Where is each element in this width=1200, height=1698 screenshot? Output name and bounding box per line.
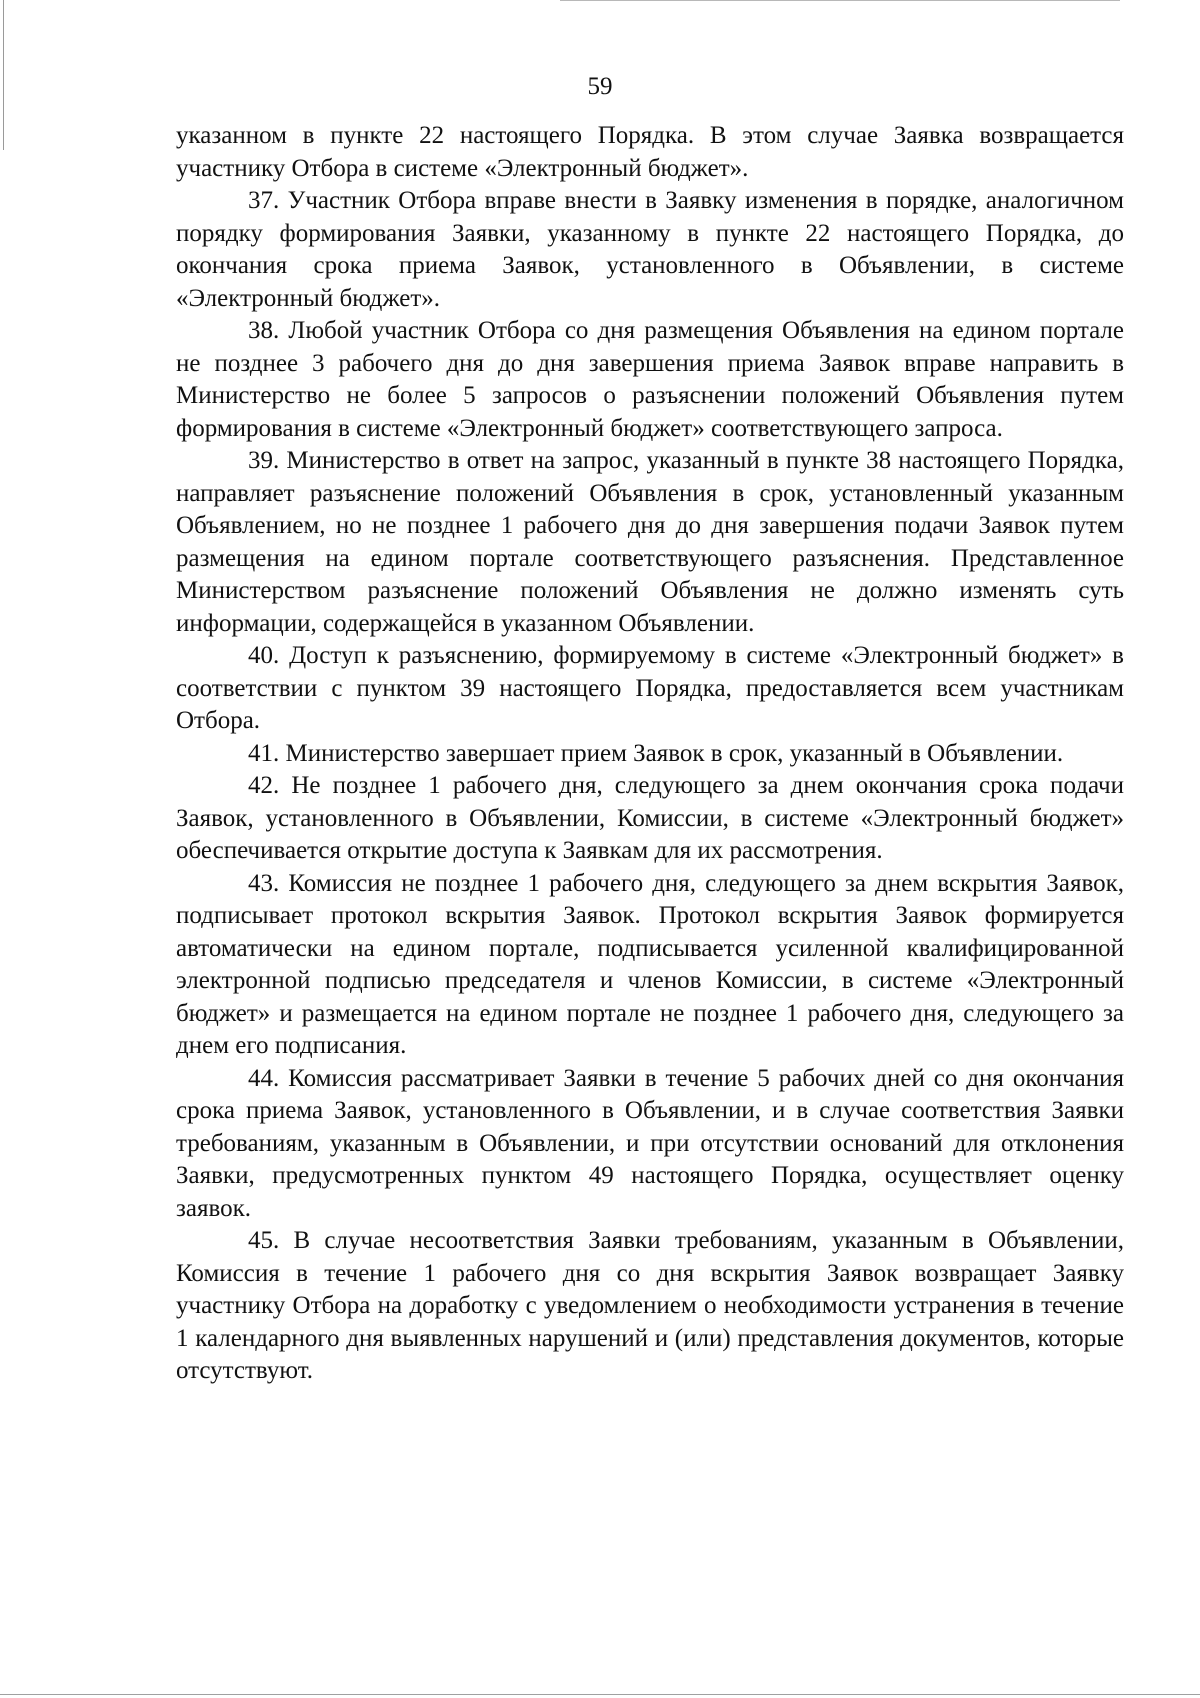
paragraph-43: 43. Комиссия не позднее 1 рабочего дня, следующего за днем вскрытия Заявок, подписывает протокол вскрытия Заявок. Протокол вскрытия Заявок формируется автоматически на едином портале, подписывается усиленной квалифицированной электронной подписью председателя и членов Комиссии, в системе «Электронный бюджет» и размещается на едином портале не позднее 1 рабочего дня, следующего за днем его подписания. — [176, 869, 1124, 1059]
page-number: 59 — [587, 73, 613, 100]
paragraph-38: 38. Любой участник Отбора со дня размещения Объявления на едином портале не позднее 3 рабочего дня до дня завершения приема Заявок вправе направить в Министерство не более 5 запросов о разъяснении положений Объявления путем формирования в системе «Электронный бюджет» соответствующего запроса. — [176, 317, 1124, 442]
paragraph-41: 41. Министерство завершает прием Заявок в срок, указанный в Объявлении. — [248, 739, 1064, 767]
scan-edge-bottom — [0, 1694, 1200, 1695]
paragraph-40: 40. Доступ к разъяснению, формируемому в системе «Электронный бюджет» в соответствии с пунктом 39 настоящего Порядка, предоставляется всем участникам Отбора. — [176, 642, 1124, 734]
paragraph-44: 44. Комиссия рассматривает Заявки в течение 5 рабочих дней со дня окончания срока приема Заявок, установленного в Объявлении, и в случае соответствия Заявки требованиям, указанным в Объявлении, и при отсутствии оснований для отклонения Заявки, предусмотренных пунктом 49 настоящего Порядка, осуществляет оценку заявок. — [176, 1064, 1124, 1222]
scan-edge-top — [560, 0, 1120, 1]
paragraph-continuation: указанном в пункте 22 настоящего Порядка. В этом случае Заявка возвращается участнику Отбора в системе «Электронный бюджет». — [176, 122, 1124, 182]
paragraph-42: 42. Не позднее 1 рабочего дня, следующего за днем окончания срока подачи Заявок, установленного в Объявлении, Комиссии, в системе «Электронный бюджет» обеспечивается открытие доступа к Заявкам для их рассмотрения. — [176, 772, 1124, 864]
paragraph-37: 37. Участник Отбора вправе внести в Заявку изменения в порядке, аналогичном порядку формирования Заявки, указанному в пункте 22 настоящего Порядка, до окончания срока приема Заявок, установленного в Объявлении, в системе «Электронный бюджет». — [176, 187, 1124, 312]
paragraph-39: 39. Министерство в ответ на запрос, указанный в пункте 38 настоящего Порядка, направляет разъяснение положений Объявления в срок, установленный указанным Объявлением, но не позднее 1 рабочего дня до дня завершения подачи Заявок путем размещения на едином портале соответствующего разъяснения. Представленное Министерством разъяснение положений Объявления не должно изменять суть информации, содержащейся в указанном Объявлении. — [176, 447, 1124, 637]
paragraph-45: 45. В случае несоответствия Заявки требованиям, указанным в Объявлении, Комиссия в течение 1 рабочего дня со дня вскрытия Заявок возвращает Заявку участнику Отбора на доработку с уведомлением о необходимости устранения в течение 1 календарного дня выявленных нарушений и (или) представления документов, которые отсутствуют. — [176, 1227, 1124, 1384]
document-body — [176, 120, 1124, 1388]
